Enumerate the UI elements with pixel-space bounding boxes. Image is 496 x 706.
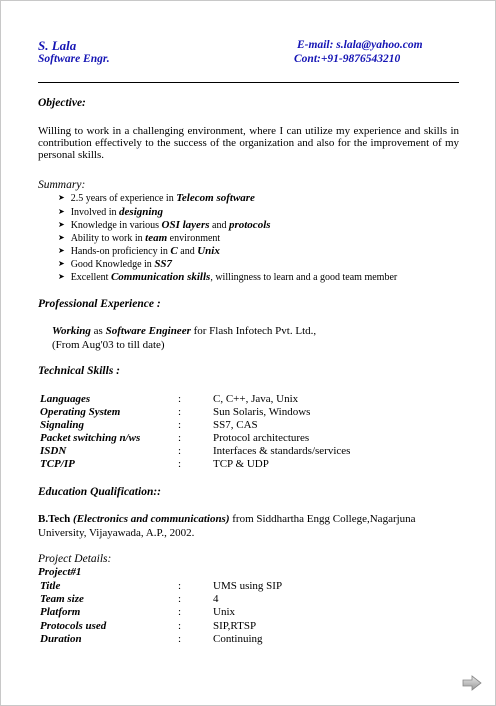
project-separator: : [178,593,182,605]
skill-value: Sun Solaris, Windows [213,406,311,418]
bullet-arrow-icon: ➤ [58,272,65,281]
objective-heading: Objective: [38,97,86,109]
summary-heading: Summary: [38,179,86,191]
experience-period: (From Aug'03 to till date) [52,339,165,351]
summary-item: ➤ Hands-on proficiency in C and Unix [58,245,220,257]
candidate-title: Software Engr. [38,53,110,65]
project-label: Project#1 [38,566,82,578]
summary-item: ➤ Good Knowledge in SS7 [58,258,173,270]
skill-separator: : [178,406,182,418]
skill-separator: : [178,445,182,457]
project-field-value: Unix [213,606,235,618]
project-field-value: UMS using SIP [213,580,283,592]
education-heading: Education Qualification:: [38,486,161,498]
project-separator: : [178,580,182,592]
skill-label: ISDN [40,445,67,457]
skill-value: Interfaces & standards/services [213,445,351,457]
project-field-value: Continuing [213,633,263,645]
bullet-arrow-icon: ➤ [58,246,65,255]
project-field-label: Platform [40,606,81,618]
skill-value: C, C++, Java, Unix [213,393,299,405]
project-field-label: Team size [40,593,84,605]
project-separator: : [178,606,182,618]
skill-value: SS7, CAS [213,419,258,431]
skill-value: Protocol architectures [213,432,310,444]
bullet-arrow-icon: ➤ [58,233,65,242]
project-field-label: Protocols used [40,620,107,632]
project-separator: : [178,633,182,645]
skill-label: Signaling [40,419,85,431]
bullet-arrow-icon: ➤ [58,220,65,229]
email-address: E-mail: s.lala@yahoo.com [297,39,423,51]
experience-role: Working as Software Engineer for Flash Infotech Pvt. Ltd., [52,325,317,337]
skill-separator: : [178,393,182,405]
bullet-arrow-icon: ➤ [58,193,65,202]
bullet-arrow-icon: ➤ [58,207,65,216]
header-rule [38,82,459,83]
objective-text: Willing to work in a challenging environment, where I can utilize my experience and skills in contribution effectively to the success of the organization and also for the improvement of my personal skills. [38,125,459,161]
skill-label: Operating System [40,406,121,418]
summary-item: ➤ Knowledge in various OSI layers and protocols [58,219,271,231]
project-field-value: SIP,RTSP [213,620,257,632]
contact-number: Cont:+91-9876543210 [294,53,401,65]
skill-label: Languages [40,393,91,405]
bullet-arrow-icon: ➤ [58,259,65,268]
technical-skills-heading: Technical Skills : [38,365,120,377]
skill-separator: : [178,458,182,470]
skill-separator: : [178,419,182,431]
project-field-label: Duration [40,633,82,645]
skill-value: TCP & UDP [213,458,269,470]
summary-item: ➤ Excellent Communication skills, willingness to learn and a good team member [58,271,398,283]
candidate-name: S. Lala [38,38,77,53]
next-arrow-icon[interactable] [462,675,482,696]
education-line1: B.Tech (Electronics and communications) from Siddhartha Engg College,Nagarjuna [38,513,416,525]
projects-heading: Project Details: [38,553,112,565]
summary-item: ➤ Ability to work in team environment [58,232,221,244]
project-field-value: 4 [213,593,219,605]
education-line2: University, Vijayawada, A.P., 2002. [38,527,195,539]
summary-item: ➤ Involved in designing [58,206,164,218]
summary-item: ➤ 2.5 years of experience in Telecom software [58,192,255,204]
project-field-label: Title [40,580,61,592]
experience-heading: Professional Experience : [38,298,161,310]
skill-label: Packet switching n/ws [40,432,141,444]
skill-separator: : [178,432,182,444]
skill-label: TCP/IP [40,458,75,470]
project-separator: : [178,620,182,632]
